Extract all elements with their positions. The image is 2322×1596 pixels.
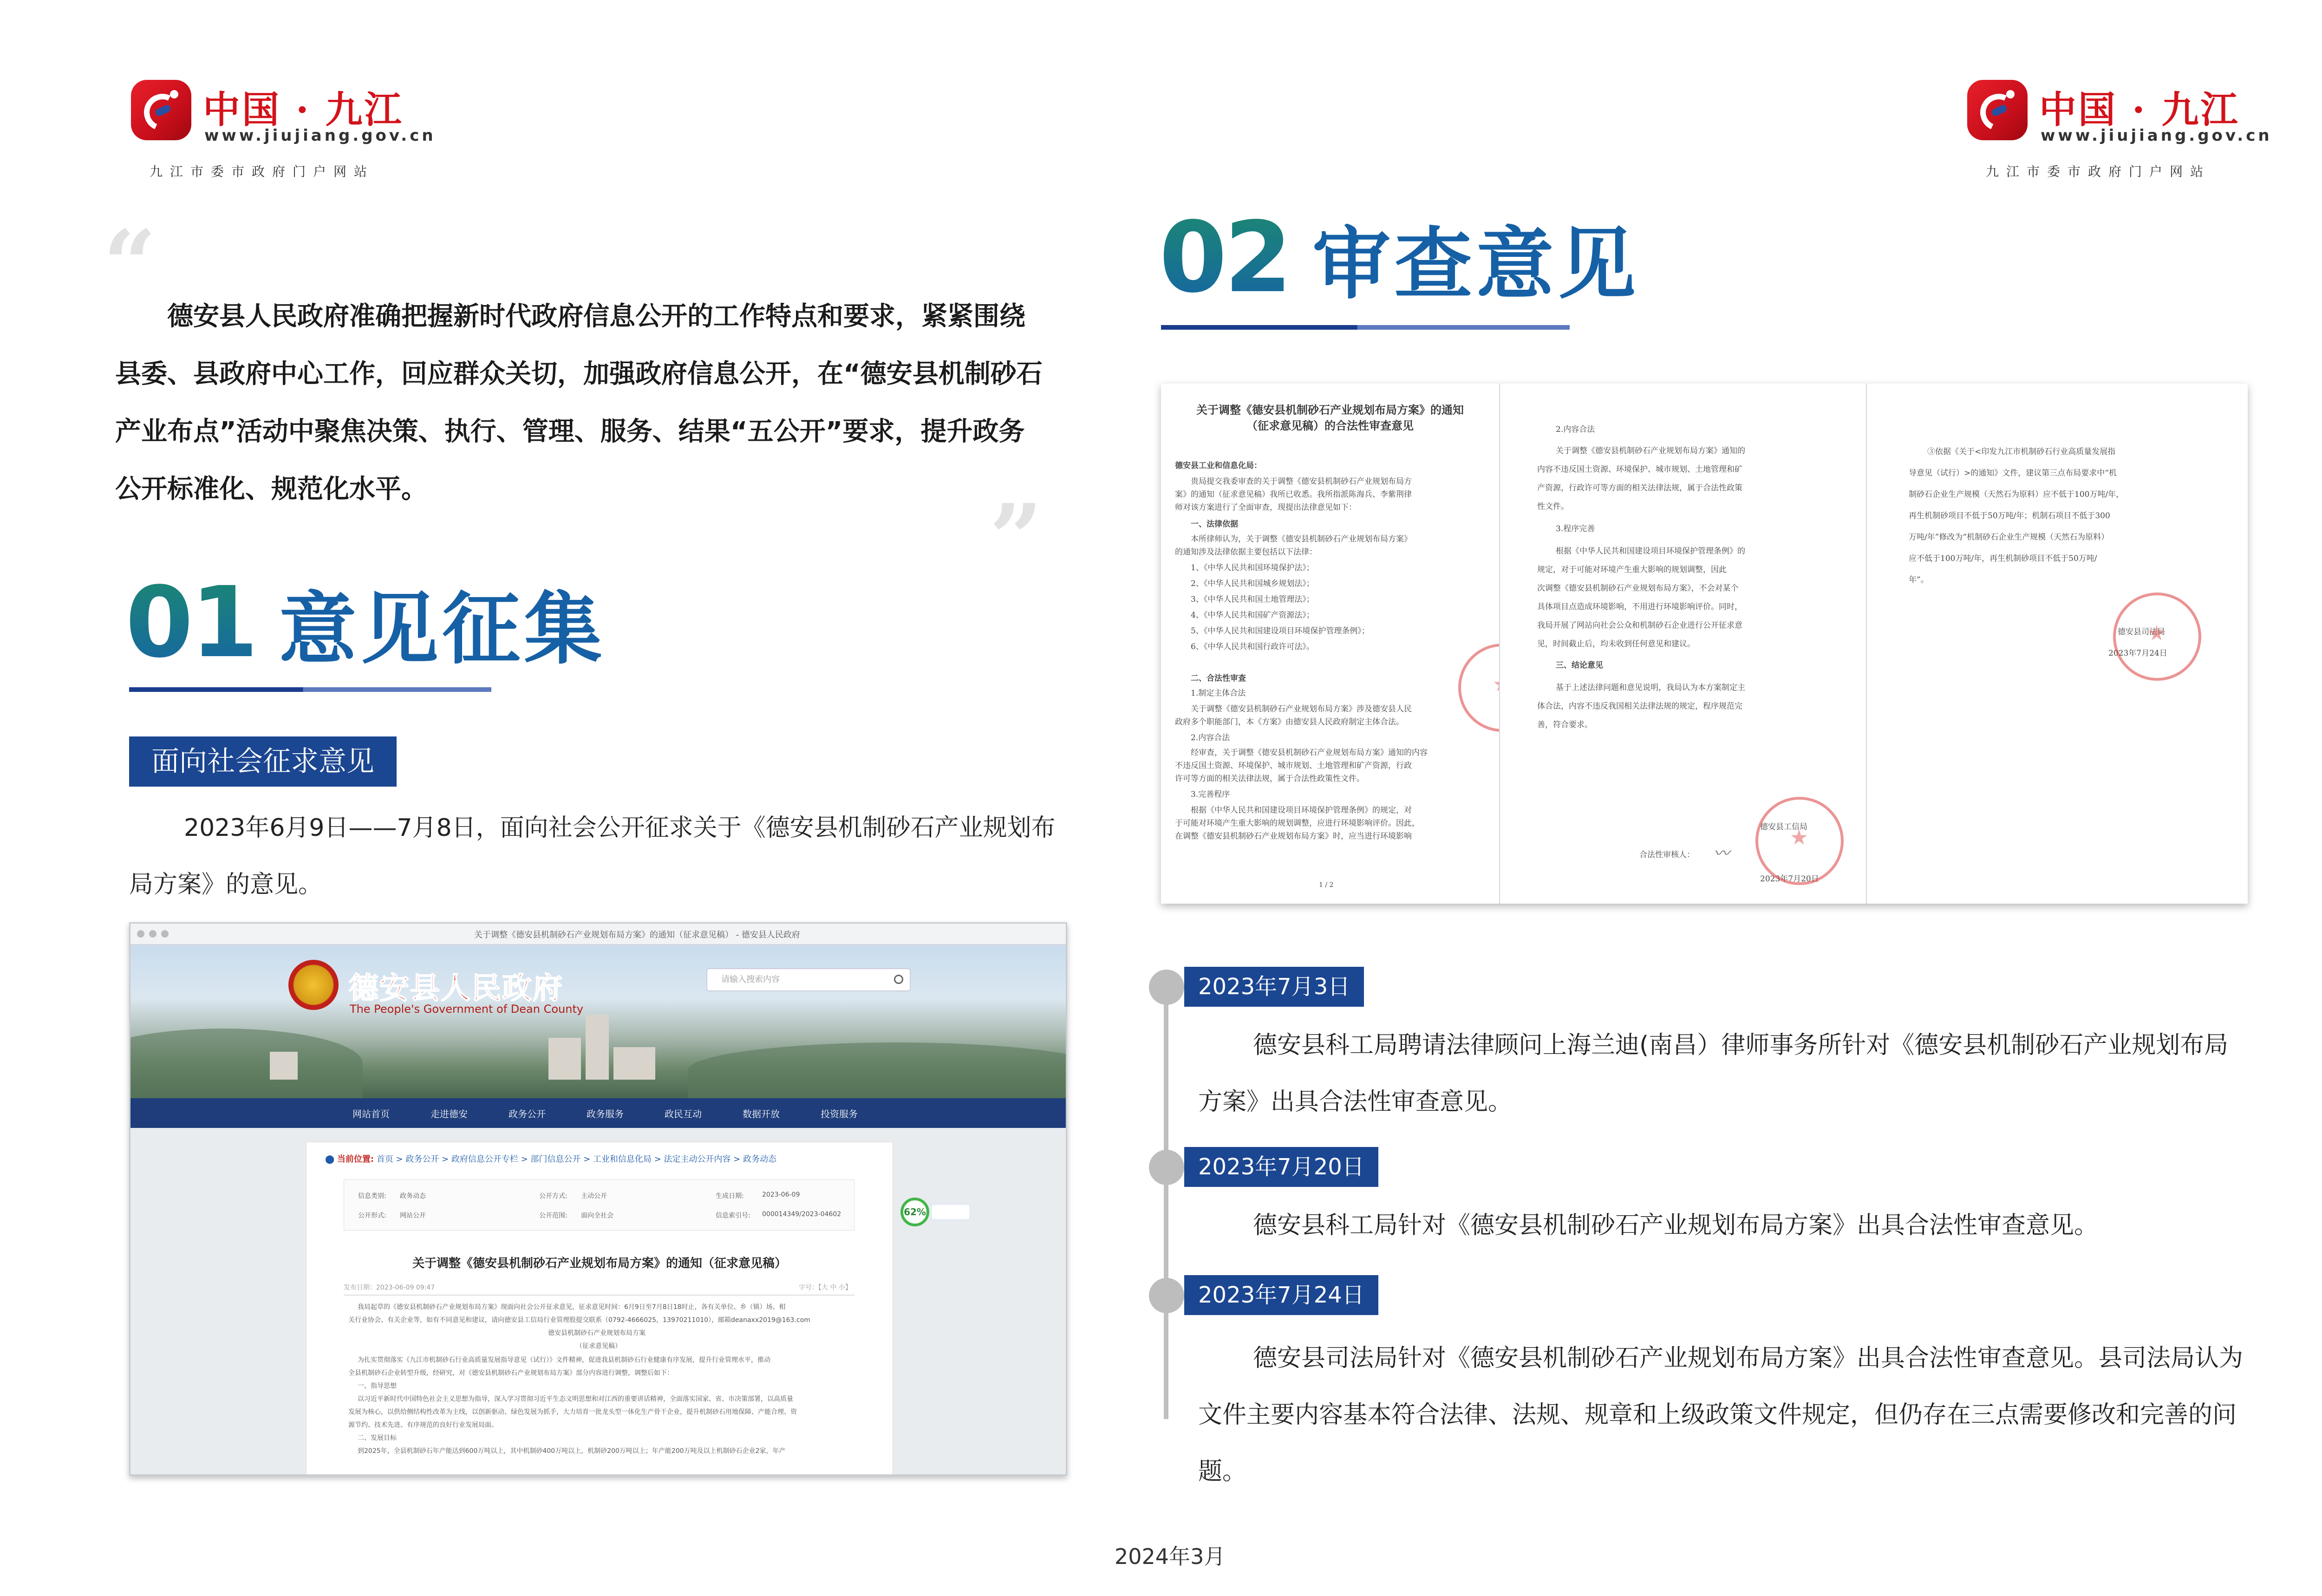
doc-line: 根据《中华人民共和国建设项目环境保护管理条例》的规定，对 [1191, 806, 1412, 815]
doc-line: 3.程序完善 [1556, 524, 1595, 534]
logo-name: 中国 · 九江 [203, 88, 404, 131]
doc-line: 2、《中华人民共和国城乡规划法》； [1191, 579, 1314, 588]
doc-line: 在调整《德安县机制砂石产业规划布局方案》时，应当进行环境影响 [1175, 832, 1412, 841]
meta-value: 面向全社会 [581, 1212, 613, 1219]
section-02-title [1159, 201, 1639, 314]
red-seal-icon [1458, 644, 1500, 732]
site-banner [130, 945, 1066, 1098]
accessibility-tools-icon[interactable] [931, 1204, 970, 1220]
section-01-title [125, 566, 606, 679]
doc-line: 见，时间截止后，均未收到任何意见和建议。 [1537, 639, 1695, 649]
doc1-title: 关于调整《德安县机制砂石产业规划布局方案》的通知（征求意见稿）的合法性审查意见 [1196, 403, 1464, 432]
logo-name: 中国 · 九江 [2039, 88, 2240, 131]
doc-line: 导意见（试行）>的通知》文件，建议第三点布局要求中“机 [1909, 469, 2117, 478]
public-consultation-tag: 面向社会征求意见 [129, 736, 397, 787]
search-placeholder: 请输入搜索内容 [721, 975, 780, 984]
article-line: 关行业协会、有关企业等，如有不同意见和建议，请向德安县工信局行业管理股提交联系（0792-4666025，13970211010），邮箱deanaxx2019@163.com [348, 1316, 810, 1324]
article-meta [344, 1179, 854, 1231]
close-quote-icon: ” [989, 484, 1043, 593]
doc2-sign-date: 2023年7月20日 [1760, 874, 1819, 884]
jiujiang-logo-right[interactable] [1967, 80, 2302, 187]
doc-line: 规定，对于可能对环境产生重大影响的规划调整，因此 [1537, 565, 1727, 574]
page-date: 2024年3月 [1115, 1544, 1226, 1569]
doc-line: 基于上述法律问题和意见说明，我局认为本方案制定主 [1556, 683, 1745, 692]
meta-label: 公开范围: [539, 1212, 567, 1219]
logo-url: www.jiujiang.gov.cn [204, 126, 436, 145]
timeline-dot [1149, 1278, 1184, 1313]
doc-line: 善，符合要求。 [1537, 720, 1592, 730]
meta-label: 公开形式: [358, 1212, 386, 1219]
doc-page-number: 1 / 2 [1319, 881, 1334, 889]
article-line: 以习近平新时代中国特色社会主义思想为指导，深入学习贯彻习近平生态文明思想和对江西的重要讲话精神，全面落实国家、省、市决策部署，以高质量 [358, 1395, 793, 1403]
location-pin-icon: ⬤ [325, 1154, 337, 1164]
article-line: 到2025年，全县机制砂石年产能达到600万吨以上，其中机制砂400万吨以上，机制砂200万吨以上；年产能200万吨及以上机制砂石企业2家，年产 [358, 1447, 786, 1455]
doc-line: 案》的通知（征求意见稿）我所已收悉。我所指派陈海兵、李紫荆律 [1175, 490, 1412, 499]
doc-line: ③依据《关于<印发九江市机制砂石行业高质量发展指 [1927, 447, 2116, 456]
doc-line: 万吨/年”修改为“机制砂石企业生产规模（天然石为原料） [1909, 533, 2109, 542]
jiujiang-logo-left[interactable] [131, 80, 465, 187]
meta-value: 政务动态 [400, 1192, 426, 1200]
site-name[interactable]: 德安县人民政府 [349, 971, 563, 1006]
article-line: 二、发展目标 [358, 1434, 397, 1442]
review-document-2 [1500, 384, 1867, 904]
meta-value: 网站公开 [400, 1212, 426, 1219]
section-01-label: 意见征集 [279, 584, 606, 675]
logo-url: www.jiujiang.gov.cn [2041, 126, 2272, 145]
doc2-sign-label: 合法性审核人： [1639, 850, 1695, 860]
section-02-underline [1161, 325, 1570, 330]
timeline-text-1: 德安县科工局聘请法律顾问上海兰迪(南昌）律师事务所针对《德安县机制砂石产业规划布局方案》出具合法性审查意见。 [1198, 1031, 2229, 1116]
intro-paragraph: 德安县人民政府准确把握新时代政府信息公开的工作特点和要求，紧紧围绕县委、县政府中心工作，回应群众关切，加强政府信息公开，在“德安县机制砂石产业布点”活动中聚焦决策、执行、管理、服务、结果“五公开”要求，提升政务公开标准化、规范化水平。 [115, 301, 1043, 504]
doc-line: 政府多个职能部门，本《方案》由德安县人民政府制定主体合法。 [1175, 717, 1404, 727]
doc-line: 贵局提交我委审查的关于调整《德安县机制砂石产业规划布局方 [1191, 477, 1412, 486]
doc-line: 次调整《德安县机制砂石产业规划布局方案》，不会对某个 [1537, 584, 1739, 593]
doc-line: 师对该方案进行了全面审查，现提出法律意见如下： [1175, 503, 1357, 512]
breadcrumb [325, 1153, 776, 1165]
timeline-date-2: 2023年7月20日 [1184, 1147, 1378, 1187]
doc-line: 于可能对环境产生重大影响的规划调整，应进行环境影响评价。因此， [1175, 819, 1420, 828]
timeline-dot [1149, 970, 1184, 1005]
nav-item[interactable]: 数据开放 [743, 1108, 780, 1120]
site-search-input[interactable] [706, 968, 911, 991]
red-seal-icon [1755, 797, 1844, 885]
browser-tab-bar [130, 924, 1066, 945]
doc-line: 性文件。 [1537, 502, 1569, 511]
review-document-1 [1161, 384, 1500, 904]
doc-line: 1.制定主体合法 [1191, 689, 1246, 698]
browser-tab-title[interactable]: 关于调整《德安县机制砂石产业规划布局方案》的通知（征求意见稿） - 德安县人民政府 [474, 930, 800, 940]
review-document-3 [1867, 384, 2248, 904]
doc-line: 3.完善程序 [1191, 790, 1230, 799]
article-line: 德安县机制砂石产业规划布局方案 [548, 1329, 646, 1337]
search-icon[interactable] [894, 975, 903, 984]
doc-line: 制砂石企业生产规模（天然石为原料）应不低于100万吨/年， [1909, 490, 2124, 499]
font-size-control[interactable]: 字号：【大 中 小】 [799, 1284, 852, 1291]
doc-line: 德安县工业和信息化局： [1175, 461, 1262, 470]
meta-label: 公开方式: [539, 1192, 567, 1200]
timeline-date-3: 2023年7月24日 [1184, 1275, 1378, 1315]
doc-line: 2.内容合法 [1191, 733, 1230, 743]
doc-line: 2.内容合法 [1556, 425, 1595, 434]
section-01-number: 01 [125, 566, 256, 679]
article-title: 关于调整《德安县机制砂石产业规划布局方案》的通知（征求意见稿） [412, 1257, 787, 1270]
doc-line: 再生机制砂项目不低于50万吨/年；机制石项目不低于300 [1909, 511, 2110, 521]
article-line: 发展为核心，以供给侧结构性改革为主线，以创新驱动、绿色发展为抓手，大力培育一批龙头型一体化生产骨干企业，提升机制砂石用地保障、产能合理、资 [348, 1408, 797, 1416]
section-02-label: 审查意见 [1312, 219, 1640, 310]
doc-line: 3、《中华人民共和国土地管理法》； [1191, 595, 1314, 604]
publish-date: 发布日期：2023-06-09 09:47 [344, 1284, 435, 1291]
meta-value: 2023-06-09 [762, 1191, 800, 1199]
logo-subtitle: 九江市委市政府门户网站 [150, 164, 375, 179]
breadcrumb-label: 当前位置: [337, 1154, 374, 1164]
doc3-sign-date: 2023年7月24日 [2108, 649, 2167, 658]
doc-line: 关于调整《德安县机制砂石产业规划布局方案》涉及德安县人民 [1191, 704, 1412, 714]
logo-subtitle: 九江市委市政府门户网站 [1986, 164, 2211, 179]
jiujiang-emblem-icon [1967, 80, 2028, 140]
doc-line: 本所律师认为，关于调整《德安县机制砂石产业规划布局方案》 [1191, 534, 1412, 544]
article-line: 一、指导思想 [358, 1382, 397, 1390]
article-line: 为扎实贯彻落实《九江市机制砂石行业高质量发展指导意见（试行）》文件精神，促进我县机制砂石行业健康有序发展，提升行业管理水平，推动 [358, 1356, 770, 1364]
section-02-number: 02 [1159, 201, 1290, 314]
nav-item[interactable]: 投资服务 [821, 1108, 858, 1120]
doc-line: 4、《中华人民共和国矿产资源法》； [1191, 611, 1314, 620]
doc-line: 内容不违反国土资源、环境保护、城市规划、土地管理和矿 [1537, 465, 1742, 474]
doc-line: 体合法，内容不违反我国相关法律法规的规定，程序规范完 [1537, 702, 1742, 711]
doc-line: 二、合法性审查 [1191, 674, 1246, 683]
doc-line: 许可等方面的相关法律法规，属于合法性政策性文件。 [1175, 774, 1364, 783]
doc-line: 1、《中华人民共和国环境保护法》； [1191, 563, 1314, 573]
article-card [306, 1142, 893, 1476]
doc-line: 根据《中华人民共和国建设项目环境保护管理条例》的 [1556, 547, 1745, 556]
nav-item[interactable]: 走进德安 [430, 1108, 468, 1120]
meta-value: 000014349/2023-04602 [762, 1211, 841, 1218]
consultation-paragraph: 2023年6月9日——7月8日，面向社会公开征求关于《德安县机制砂石产业规划布局方案》的意见。 [129, 814, 1056, 899]
site-name-en: The People's Government of Dean County [350, 1003, 584, 1016]
nav-item[interactable]: 政务服务 [587, 1108, 624, 1120]
article-line: 源节约、技术先进、有序规范的良好行业发展局面。 [348, 1421, 498, 1429]
article-line: 全县机制砂石企业转型升级，经研究，对《德安县机制砂石产业规划布局方案》部分内容进行调整，调整后如下： [348, 1369, 673, 1377]
signature-icon: 〰 [1714, 844, 1729, 863]
doc-line: 一、法律依据 [1191, 520, 1238, 529]
breadcrumb-path[interactable]: 首页 > 政务公开 > 政府信息公开专栏 > 部门信息公开 > 工业和信息化局 > 法定主动公开内容 > 政务动态 [376, 1154, 776, 1164]
nav-item[interactable]: 网站首页 [352, 1108, 390, 1120]
red-seal-icon [2113, 593, 2201, 681]
doc-line: 三、结论意见 [1556, 661, 1603, 670]
meta-value: 主动公开 [581, 1192, 607, 1200]
doc-line: 不违反国土资源、环境保护、城市规划、土地管理和矿产资源，行政 [1175, 761, 1412, 770]
site-nav [130, 1098, 1066, 1128]
doc-line: 应不低于100万吨/年，再生机制砂项目不低于50万吨/ [1909, 554, 2097, 563]
timeline-text-2: 德安县科工局针对《德安县机制砂石产业规划布局方案》出具合法性审查意见。 [1253, 1212, 2099, 1239]
nav-item[interactable]: 政民互动 [665, 1108, 702, 1120]
accessibility-score-badge[interactable]: 62% [900, 1198, 929, 1226]
doc-line: 经审查，关于调整《德安县机制砂石产业规划布局方案》通知的内容 [1191, 748, 1428, 757]
doc-line: 年”。 [1909, 575, 1929, 585]
article-line: （征求意见稿） [576, 1342, 621, 1350]
doc2-sign-org: 德安县工信局 [1760, 822, 1807, 832]
doc-line: 具体项目点造成环境影响，不用进行环境影响评价。同时， [1537, 602, 1742, 612]
section-01-underline [129, 687, 491, 692]
doc-line: 我局开展了网站向社会公众和机制砂石企业进行公开征求意 [1537, 621, 1742, 630]
doc3-sign-org: 德安县司法局 [2118, 627, 2165, 637]
open-quote-icon: “ [103, 210, 157, 319]
meta-label: 生成日期: [716, 1192, 744, 1200]
meta-label: 信息类别: [358, 1192, 386, 1200]
nav-item[interactable]: 政务公开 [509, 1108, 546, 1120]
timeline-text-3: 德安县司法局针对《德安县机制砂石产业规划布局方案》出具合法性审查意见。县司法局认为文件主要内容基本符合法律、法规、规章和上级政策文件规定，但仍存在三点需要修改和完善的问题。 [1198, 1344, 2244, 1485]
doc-line: 产资源，行政许可等方面的相关法律法规，属于合法性政策 [1537, 483, 1742, 493]
jiujiang-emblem-icon [131, 80, 191, 140]
review-documents [1161, 384, 2248, 904]
meta-label: 信息索引号: [716, 1212, 750, 1219]
timeline-date-1: 2023年7月3日 [1184, 967, 1364, 1007]
doc-line: 的通知涉及法律依据主要包括以下法律： [1175, 547, 1317, 557]
doc-line: 关于调整《德安县机制砂石产业规划布局方案》通知的 [1556, 446, 1745, 456]
timeline-dot [1149, 1150, 1184, 1185]
article-line: 我局起草的《德安县机制砂石产业规划布局方案》现面向社会公开征求意见，征求意见时间：6月9日至7月8日18时止，各有关单位、乡（镇）场、相 [358, 1303, 786, 1311]
government-website-screenshot [129, 922, 1067, 1476]
doc-line: 6、《中华人民共和国行政许可法》。 [1191, 642, 1314, 651]
national-emblem-icon [288, 960, 339, 1010]
doc-line: 5、《中华人民共和国建设项目环境保护管理条例》； [1191, 626, 1370, 636]
timeline-line [1164, 983, 1168, 1419]
